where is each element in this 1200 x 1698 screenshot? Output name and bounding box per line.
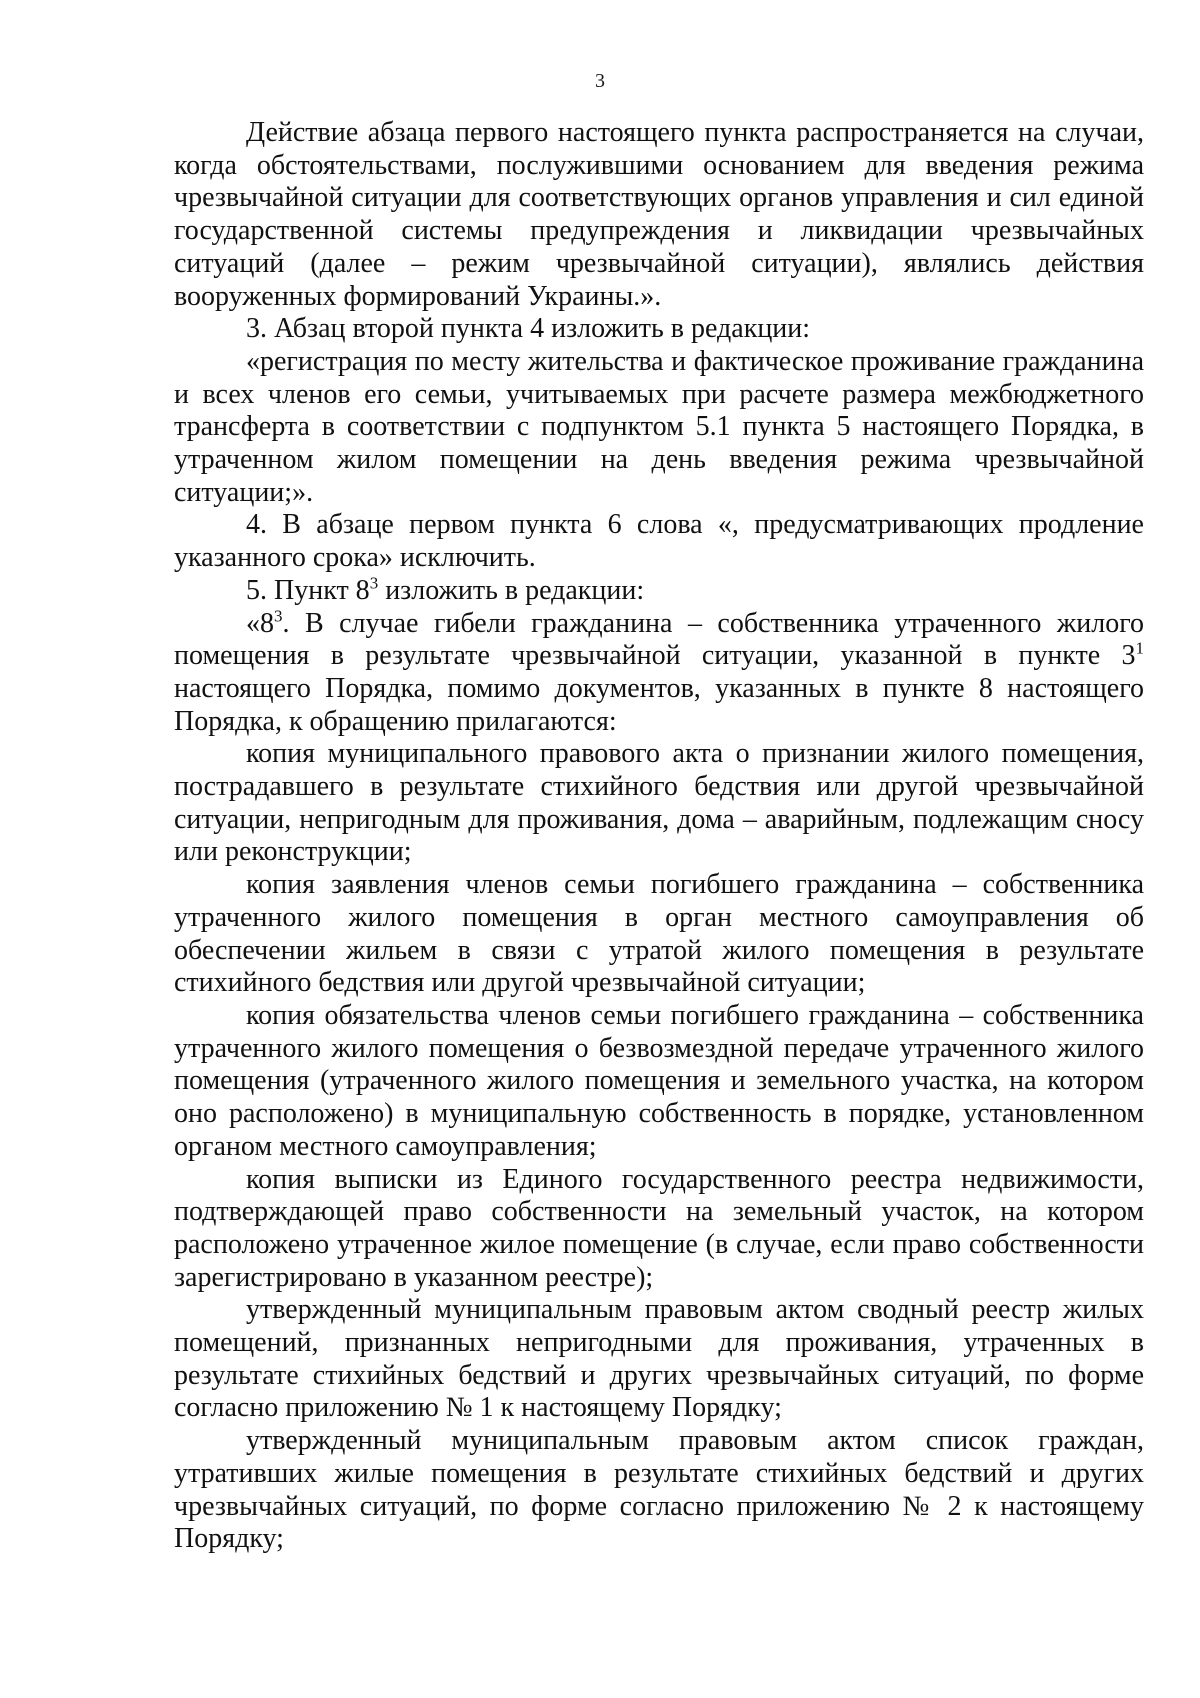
paragraph — [174, 1294, 1144, 1425]
superscript: 1 — [1135, 638, 1144, 658]
paragraph-text: копия заявления членов семьи погибшего гражданина – собственника утраченного жилого помещения в орган местного самоуправления об обеспечении жильем в связи с утратой жилого помещения в результате стихийного бедствия или другой чрезвычайной ситуации; — [174, 869, 1144, 999]
paragraph-text: утвержденный муниципальным правовым актом сводный реестр жилых помещений, признанных непригодными для проживания, утраченных в результате стихийных бедствий и других чрезвычайных ситуаций, по форме согласно приложению № 1 к настоящему Порядку; — [174, 1294, 1144, 1424]
paragraph-text: копия обязательства членов семьи погибшего гражданина – собственника утраченного жилого помещения о безвозмездной передаче утраченного жилого помещения (утраченного жилого помещения и земельного участка, на котором оно расположено) в муниципальную собственность в порядке, установленном органом местного самоуправления; — [174, 999, 1144, 1162]
paragraph — [174, 869, 1144, 1000]
paragraph-text: «8 — [246, 607, 274, 639]
paragraph — [174, 1000, 1144, 1164]
paragraph-text: 5. Пункт 8 — [246, 574, 370, 606]
paragraph-text: настоящего Порядка, помимо документов, указанных в пункте 8 настоящего Порядка, к обращению прилагаются: — [174, 672, 1144, 737]
paragraph — [174, 575, 1144, 608]
superscript: 3 — [369, 573, 379, 593]
paragraph-text: 3. Абзац второй пункта 4 изложить в редакции: — [246, 313, 811, 345]
paragraph — [174, 509, 1144, 574]
paragraph — [174, 117, 1144, 313]
paragraph-text: изложить в редакции: — [378, 574, 645, 606]
paragraph-text: . В случае гибели гражданина – собственника утраченного жилого помещения в результате чрезвычайной ситуации, указанной в пункте 3 — [174, 607, 1144, 672]
page-number: 3 — [595, 70, 605, 92]
paragraph — [174, 1164, 1144, 1295]
paragraph-text: копия выписки из Единого государственного реестра недвижимости, подтверждающей право собственности на земельный участок, на котором расположено утраченное жилое помещение (в случае, если право собственности зарегистрировано в указанном реестре); — [174, 1163, 1144, 1293]
superscript: 3 — [274, 606, 283, 626]
paragraph — [174, 738, 1144, 869]
paragraph — [174, 608, 1144, 739]
paragraph — [174, 346, 1144, 510]
paragraph-text: утвержденный муниципальным правовым актом список граждан, утративших жилые помещения в результате стихийных бедствий и других чрезвычайных ситуаций, по форме согласно приложению № 2 к настоящему Порядку; — [174, 1425, 1144, 1555]
paragraph — [174, 313, 1144, 346]
paragraph-text: 4. В абзаце первом пункта 6 слова «, предусматривающих продление указанного срока» исключить. — [174, 509, 1144, 574]
paragraph — [174, 1425, 1144, 1556]
paragraph-text: Действие абзаца первого настоящего пункта распространяется на случаи, когда обстоятельствами, послужившими основанием для введения режима чрезвычайной ситуации для соответствующих органов управления и сил единой государственной системы предупреждения и ликвидации чрезвычайных ситуаций (далее – режим чрезвычайной ситуации), являлись действия вооруженных формирований Украины.». — [174, 117, 1144, 312]
paragraph-text: «регистрация по месту жительства и фактическое проживание гражданина и всех членов его семьи, учитываемых при расчете размера межбюджетного трансферта в соответствии с подпунктом 5.1 пункта 5 настоящего Порядка, в утраченном жилом помещении на день введения режима чрезвычайной ситуации;». — [174, 345, 1144, 508]
paragraph-text: копия муниципального правового акта о признании жилого помещения, пострадавшего в результате стихийного бедствия или другой чрезвычайной ситуации, непригодным для проживания, дома – аварийным, подлежащим сносу или реконструкции; — [174, 738, 1144, 868]
document-body — [174, 117, 1144, 1556]
